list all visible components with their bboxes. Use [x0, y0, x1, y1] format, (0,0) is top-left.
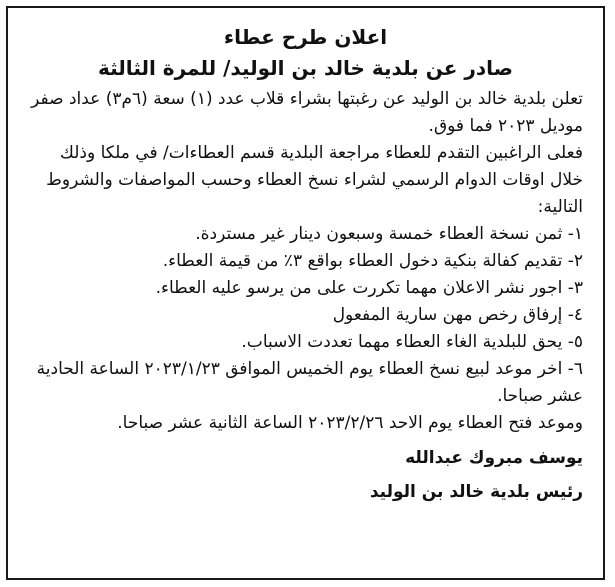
condition-item: ١- ثمن نسخة العطاء خمسة وسبعون دينار غير مستردة.: [195, 224, 583, 244]
condition-item: ٣- اجور نشر الاعلان مهما تكررت على من يرسو عليه العطاء.: [155, 278, 583, 298]
opening-date: وموعد فتح العطاء يوم الاحد ٢٠٢٣/٢/٢٦ الساعة الثانية عشر صباحا.: [117, 413, 583, 433]
notice-invite: فعلى الراغبين التقدم للعطاء مراجعة البلدية قسم العطاءات/ في ملكا وذلك خلال اوقات الدوام الرسمي لشراء نسخ العطاء وحسب المواصفات والشروط التالية:: [46, 143, 583, 217]
tender-notice: [6, 6, 605, 580]
notice-subtitle: صادر عن بلدية خالد بن الوليد/ للمرة الثالثة: [98, 56, 513, 80]
notice-intro: تعلن بلدية خالد بن الوليد عن رغبتها بشراء قلاب عدد (١) سعة (٦م٣) عداد صفر موديل ٢٠٢٣ فما فوق.: [31, 89, 583, 136]
signatory-title: رئيس بلدية خالد بن الوليد: [369, 482, 583, 502]
condition-item: ٢- تقديم كفالة بنكية دخول العطاء بواقع ٣٪ من قيمة العطاء.: [162, 251, 583, 271]
conditions-list: [28, 221, 583, 410]
condition-item: ٦- اخر موعد لبيع نسخ العطاء يوم الخميس الموافق ٢٠٢٣/١/٢٣ الساعة الحادية عشر صباحا.: [36, 359, 583, 406]
condition-item: ٤- إرفاق رخص مهن سارية المفعول: [332, 305, 583, 325]
signatory-name: يوسف مبروك عبدالله: [405, 448, 583, 468]
notice-title: اعلان طرح عطاء: [223, 25, 388, 49]
condition-item: ٥- يحق للبلدية الغاء العطاء مهما تعددت الاسباب.: [241, 332, 583, 352]
